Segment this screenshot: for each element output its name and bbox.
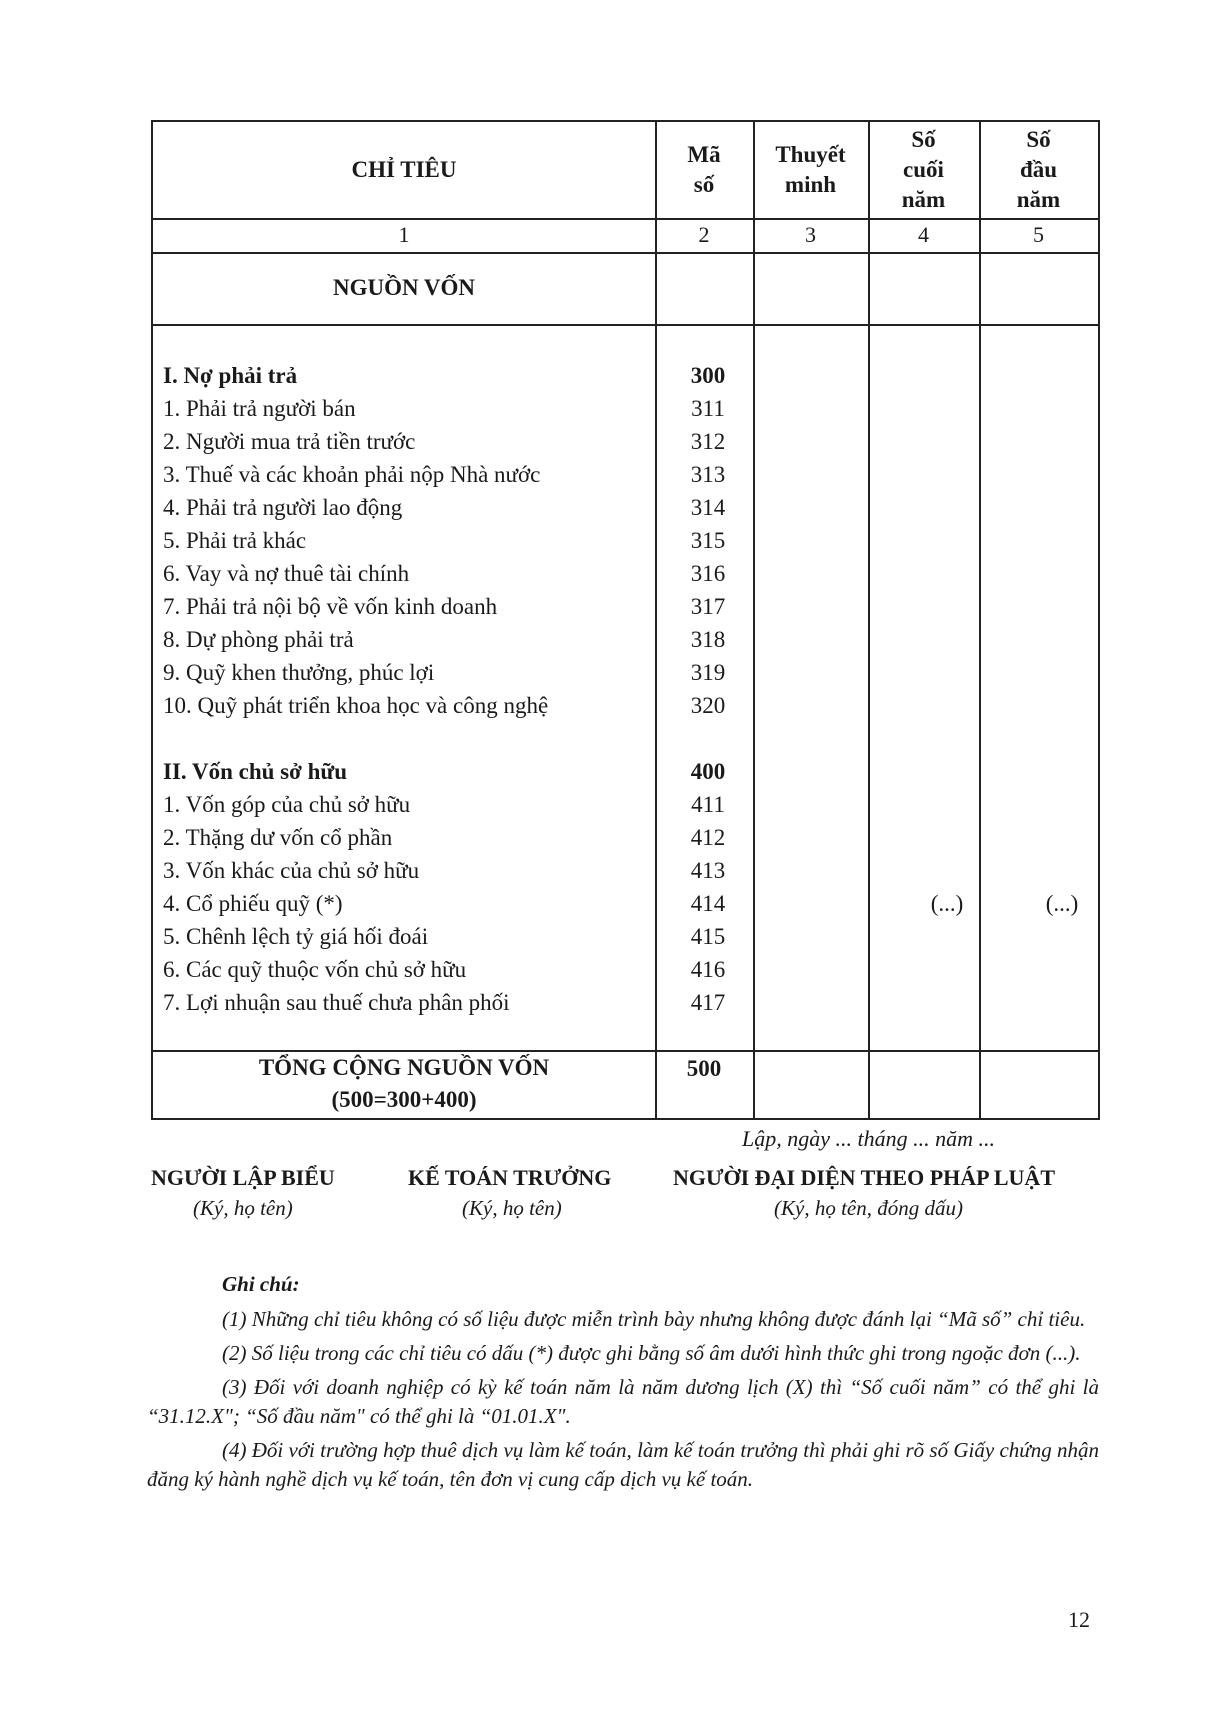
row-label: 6. Các quỹ thuộc vốn chủ sở hữu	[163, 957, 467, 982]
table-row	[163, 491, 1083, 524]
total-label	[153, 1050, 655, 1118]
header-ma-so-line1: Mã	[687, 142, 721, 167]
row-code: 315	[690, 528, 726, 553]
table-row	[163, 359, 1083, 392]
table-row	[163, 689, 1083, 722]
column-number-1	[153, 218, 655, 252]
table-row	[163, 458, 1083, 491]
total-label-line2: (500=300+400)	[331, 1087, 477, 1112]
row-label: 3. Thuế và các khoản phải nộp Nhà nước	[163, 462, 541, 487]
note-item: (3) Đối với doanh nghiệp có kỳ kế toán năm là năm dương lịch (X) thì “Số cuối năm” có thể ghi là “31.12.X"; “Số đầu năm" có thể ghi là “01.01.X".	[147, 1375, 1099, 1428]
table-row	[163, 920, 1083, 953]
header-so-cuoi-nam-line1: Số	[911, 127, 936, 152]
row-code: 412	[690, 825, 726, 850]
signature-sub-preparer: (Ký, họ tên)	[193, 1196, 293, 1220]
signature-title-legal-rep: NGƯỜI ĐẠI DIỆN THEO PHÁP LUẬT	[673, 1165, 1055, 1190]
table-row	[163, 986, 1083, 1019]
header-ma-so-line2: số	[693, 172, 715, 197]
row-code: 318	[690, 627, 726, 652]
page-number: 12	[1068, 1607, 1090, 1632]
notes	[147, 1270, 1099, 1499]
signature-title-preparer: NGƯỜI LẬP BIỂU	[151, 1165, 335, 1190]
row-label: 7. Phải trả nội bộ về vốn kinh doanh	[163, 594, 498, 619]
row-code: 300	[690, 363, 726, 388]
table-row	[163, 953, 1083, 986]
row-label: 1. Phải trả người bán	[163, 396, 356, 421]
header-so-dau-nam-line2: đầu	[1019, 157, 1058, 182]
row-label: 8. Dự phòng phải trả	[163, 627, 354, 652]
column-number-2	[655, 218, 753, 252]
row-divider	[153, 324, 1098, 326]
header-so-cuoi-nam-line2: cuối	[903, 157, 944, 182]
row-label: 5. Phải trả khác	[163, 528, 307, 553]
row-label: 5. Chênh lệch tỷ giá hối đoái	[163, 924, 429, 949]
signature-sub-chief-accountant: (Ký, họ tên)	[462, 1196, 562, 1220]
table-row	[163, 788, 1083, 821]
table-row	[163, 590, 1083, 623]
row-code: 416	[690, 957, 726, 982]
column-number-3	[753, 218, 868, 252]
row-code: 320	[690, 693, 726, 718]
header-so-cuoi-nam	[868, 122, 979, 218]
column-number-text: 2	[698, 222, 710, 247]
row-label: 7. Lợi nhuận sau thuế chưa phân phối	[163, 990, 510, 1015]
row-code: 319	[690, 660, 726, 685]
section-title	[153, 252, 655, 324]
row-code: 414	[690, 891, 726, 916]
header-so-dau-nam-line1: Số	[1026, 127, 1051, 152]
column-number-5	[979, 218, 1098, 252]
table-row	[163, 425, 1083, 458]
row-code: 417	[690, 990, 726, 1015]
row-code: 413	[690, 858, 726, 883]
row-label: 4. Phải trả người lao động	[163, 495, 403, 520]
row-label: 9. Quỹ khen thưởng, phúc lợi	[163, 660, 435, 685]
header-so-dau-nam	[979, 122, 1098, 218]
row-label: 2. Thặng dư vốn cổ phần	[163, 825, 393, 850]
table-row	[163, 656, 1083, 689]
row-label: 4. Cổ phiếu quỹ (*)	[163, 891, 343, 916]
header-thuyet-minh-line2: minh	[784, 172, 837, 197]
row-code: 400	[690, 759, 726, 784]
signature-sub-legal-rep: (Ký, họ tên, đóng dấu)	[774, 1196, 963, 1220]
balance-sheet-table	[151, 120, 1100, 1120]
signature-title-chief-accountant: KẾ TOÁN TRƯỞNG	[408, 1165, 612, 1190]
note-item: (2) Số liệu trong các chỉ tiêu có dấu (*) được ghi bằng số âm dưới hình thức ghi trong ngoặc đơn (...).	[222, 1341, 1081, 1365]
row-label: 6. Vay và nợ thuê tài chính	[163, 561, 410, 586]
row-code: 311	[691, 396, 725, 421]
row-label: II. Vốn chủ sở hữu	[163, 759, 347, 784]
column-number-text: 3	[805, 222, 816, 247]
table-row	[163, 887, 1083, 920]
table-row	[163, 821, 1083, 854]
table-row	[163, 755, 1083, 788]
section-title-text: NGUỒN VỐN	[332, 275, 476, 300]
row-label: 10. Quỹ phát triển khoa học và công nghệ	[163, 693, 549, 718]
column-number-text: 1	[398, 222, 410, 247]
row-so-dau-nam: (...)	[1045, 891, 1079, 916]
row-code: 317	[690, 594, 726, 619]
column-number-text: 5	[1033, 222, 1044, 247]
row-label: 1. Vốn góp của chủ sở hữu	[163, 792, 411, 817]
header-so-dau-nam-line3: năm	[1016, 187, 1061, 212]
total-label-line1: TỔNG CỘNG NGUỒN VỐN	[258, 1055, 550, 1080]
header-chi-tieu	[153, 122, 655, 218]
header-thuyet-minh	[753, 122, 868, 218]
note-item: (1) Những chỉ tiêu không có số liệu được miễn trình bày nhưng không được đánh lại “Mã số” chỉ tiêu.	[222, 1307, 1086, 1331]
column-number-4	[868, 218, 979, 252]
header-so-cuoi-nam-line3: năm	[901, 187, 946, 212]
table-row	[163, 854, 1083, 887]
row-code: 313	[690, 462, 726, 487]
row-code: 312	[690, 429, 726, 454]
table-row	[163, 623, 1083, 656]
row-label: 2. Người mua trả tiền trước	[163, 429, 416, 454]
header-chi-tieu-text: CHỈ TIÊU	[351, 157, 457, 182]
note-item: (4) Đối với trường hợp thuê dịch vụ làm kế toán, làm kế toán trưởng thì phải ghi rõ số Giấy chứng nhận đăng ký hành nghề dịch vụ kế toán, tên đơn vị cung cấp dịch vụ kế toán.	[147, 1438, 1099, 1491]
notes-heading: Ghi chú:	[222, 1272, 300, 1296]
table-row	[163, 524, 1083, 557]
row-code: 411	[691, 792, 725, 817]
total-code-text: 500	[686, 1056, 722, 1081]
row-label: I. Nợ phải trả	[163, 363, 298, 388]
table-row	[163, 392, 1083, 425]
header-ma-so	[655, 122, 753, 218]
row-so-cuoi-nam: (...)	[930, 891, 964, 916]
row-code: 316	[690, 561, 726, 586]
column-number-text: 4	[918, 222, 929, 247]
header-thuyet-minh-line1: Thuyết	[775, 142, 846, 167]
date-line: Lập, ngày ... tháng ... năm ...	[742, 1126, 995, 1151]
row-code: 314	[690, 495, 726, 520]
row-label: 3. Vốn khác của chủ sở hữu	[163, 858, 420, 883]
total-code	[655, 1052, 753, 1086]
row-code: 415	[690, 924, 726, 949]
table-row	[163, 557, 1083, 590]
